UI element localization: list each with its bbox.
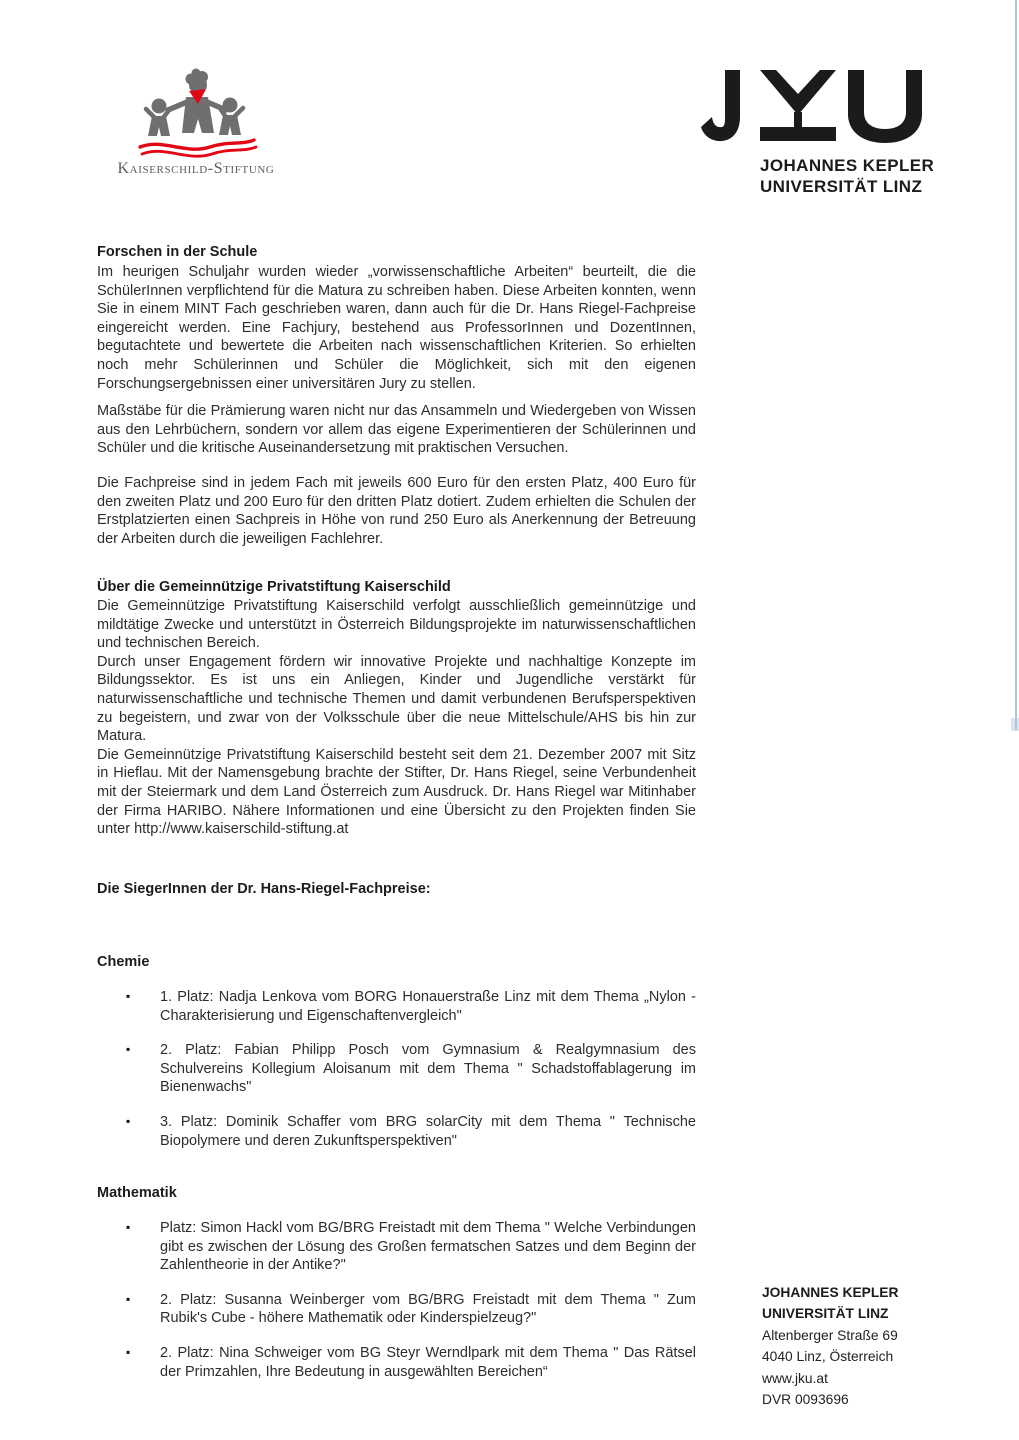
section-winners [97, 880, 696, 899]
kaiserschild-logo [96, 66, 296, 178]
winner-text: 2. Platz: Susanna Weinberger vom BG/BRG Freistadt mit dem Thema " Zum Rubik's Cube - höhere Mathematik oder Kinderspielzeug?" [160, 1291, 696, 1327]
section-heading: Forschen in der Schule [97, 244, 258, 260]
winner-list-item [97, 1344, 696, 1381]
winner-list-item [97, 1219, 696, 1275]
right-edge-scrollbar[interactable] [1015, 0, 1017, 730]
paragraph: Die Fachpreise sind in jedem Fach mit jeweils 600 Euro für den ersten Platz, 400 Euro für den zweiten Platz und 200 Euro für den dritten Platz dotiert. Zudem erhielten die Schulen der Erstplatzierten einen Sachpreis in Höhe von rund 250 Euro als Anerkennung der Betreuung der Arbeiten durch die jeweiligen Fachlehrer. [97, 474, 696, 547]
section-stiftung [97, 578, 696, 839]
jku-logo-line2: UNIVERSITÄT LINZ [760, 176, 923, 196]
winner-list-item [97, 1291, 696, 1328]
footer-website: www.jku.at [762, 1370, 828, 1386]
bullet-icon: ▪ [126, 1344, 131, 1359]
footer-dvr: DVR 0093696 [762, 1392, 849, 1408]
bullet-icon: ▪ [126, 1113, 131, 1128]
winner-text: 2. Platz: Nina Schweiger vom BG Steyr Werndlpark mit dem Thema " Das Rätsel der Primzahlen, Ihre Bedeutung in ausgewählten Bereichen“ [160, 1344, 696, 1380]
section-heading: Über die Gemeinnützige Privatstiftung Kaiserschild [97, 579, 451, 595]
paragraph: Die Gemeinnützige Privatstiftung Kaiserschild verfolgt ausschließlich gemeinnützige und mildtätige Zwecke und unterstützt in Österreich Bildungsprojekte im naturwissenschaftlichen und technischen Bereich. [97, 598, 696, 652]
bullet-icon: ▪ [126, 1042, 131, 1057]
winner-text: Platz: Simon Hackl vom BG/BRG Freistadt mit dem Thema " Welche Verbindungen gibt es zwischen der Lösung des Großen fermatschen Satzes und dem Beginn der Zahlentheorie in der Antike?" [160, 1220, 696, 1274]
paragraph: Durch unser Engagement fördern wir innovative Projekte und nachhaltige Konzepte im Bildungssektor. Es ist uns ein Anliegen, Kinder und Jugendliche verstärkt für naturwissenschaftliche und technische Themen und damit verbundenen Berufsperspektiven zu begeistern, und zwar von der Volksschule über die neue Mittelschule/AHS bis hin zur Matura. [97, 653, 696, 745]
jku-logo-line1: JOHANNES KEPLER [760, 156, 935, 175]
kaiserschild-wordmark: Kaiserschild-Stiftung [117, 160, 275, 177]
footer-org-line2: UNIVERSITÄT LINZ [762, 1306, 889, 1322]
footer-address-block [762, 1282, 898, 1410]
footer-street: Altenberger Straße 69 [762, 1327, 898, 1343]
category-heading: Chemie [97, 954, 150, 970]
footer-city: 4040 Linz, Österreich [762, 1349, 894, 1365]
category-mathematik [97, 1184, 696, 1381]
category-chemie [97, 953, 696, 1150]
bullet-icon: ▪ [126, 1220, 131, 1234]
category-heading: Mathematik [97, 1185, 177, 1201]
paragraph: Maßstäbe für die Prämierung waren nicht nur das Ansammeln und Wiedergeben von Wissen aus den Lehrbüchern, sondern vor allem das eigene Experimentieren der Schülerinnen und Schüler und die kritische Auseinandersetzung mit praktischen Versuchen. [97, 403, 696, 457]
bullet-icon: ▪ [126, 989, 131, 1003]
winner-list-item [97, 988, 696, 1025]
bullet-icon: ▪ [126, 1291, 131, 1306]
footer-org-line1: JOHANNES KEPLER [762, 1285, 899, 1300]
winner-text: 2. Platz: Fabian Philipp Posch vom Gymnasium & Realgymnasium des Schulvereins Kollegium Aloisanum mit dem Thema " Schadstoffablagerung im Bienenwachs" [160, 1042, 696, 1096]
winner-list [97, 1219, 696, 1381]
paragraph: Die Gemeinnützige Privatstiftung Kaiserschild besteht seit dem 21. Dezember 2007 mit Sitz in Hieflau. Mit der Namensgebung brachte der Stifter, Dr. Hans Riegel, seine Verbundenheit mit der Steiermark und dem Land Österreich zum Ausdruck. Dr. Hans Riegel war Mitinhaber der Firma HARIBO. Nähere Informationen und eine Übersicht zu den Projekten finden Sie unter http://www.kaiserschild-stiftung.at [97, 746, 696, 838]
winner-text: 3. Platz: Dominik Schaffer vom BRG solarCity mit dem Thema " Technische Biopolymere und deren Zukunftsperspektiven" [160, 1113, 696, 1149]
winner-list-item [97, 1041, 696, 1097]
jku-logo-text [700, 156, 940, 197]
winner-list [97, 988, 696, 1150]
winners-heading: Die SiegerInnen der Dr. Hans-Riegel-Fachpreise: [97, 881, 431, 897]
section-forschen [97, 243, 696, 548]
winner-text: 1. Platz: Nadja Lenkova vom BORG Honauerstraße Linz mit dem Thema „Nylon - Charakterisierung und Eigenschaftenvergleich" [160, 989, 696, 1024]
winner-list-item [97, 1113, 696, 1150]
jku-logo [700, 70, 940, 197]
paragraph: Im heurigen Schuljahr wurden wieder „vorwissenschaftliche Arbeiten“ beurteilt, die die SchülerInnen verpflichtend für die Matura zu schreiben haben. Diese Arbeiten konnten, wenn Sie in einem MINT Fach geschrieben waren, dann auch für die Dr. Hans Riegel-Fachpreise eingereicht werden. Eine Fachjury, bestehend aus ProfessorInnen und DozentInnen, begutachtete und bewertete die Arbeiten nach wissenschaftlichen Kriterien. So erhielten noch mehr Schülerinnen und Schüler die Möglichkeit, sich mit den eigenen Forschungsergebnissen einer universitären Jury zu stellen. [97, 264, 696, 392]
jku-logo-icon [700, 70, 928, 144]
kaiserschild-figures-icon [99, 66, 294, 158]
